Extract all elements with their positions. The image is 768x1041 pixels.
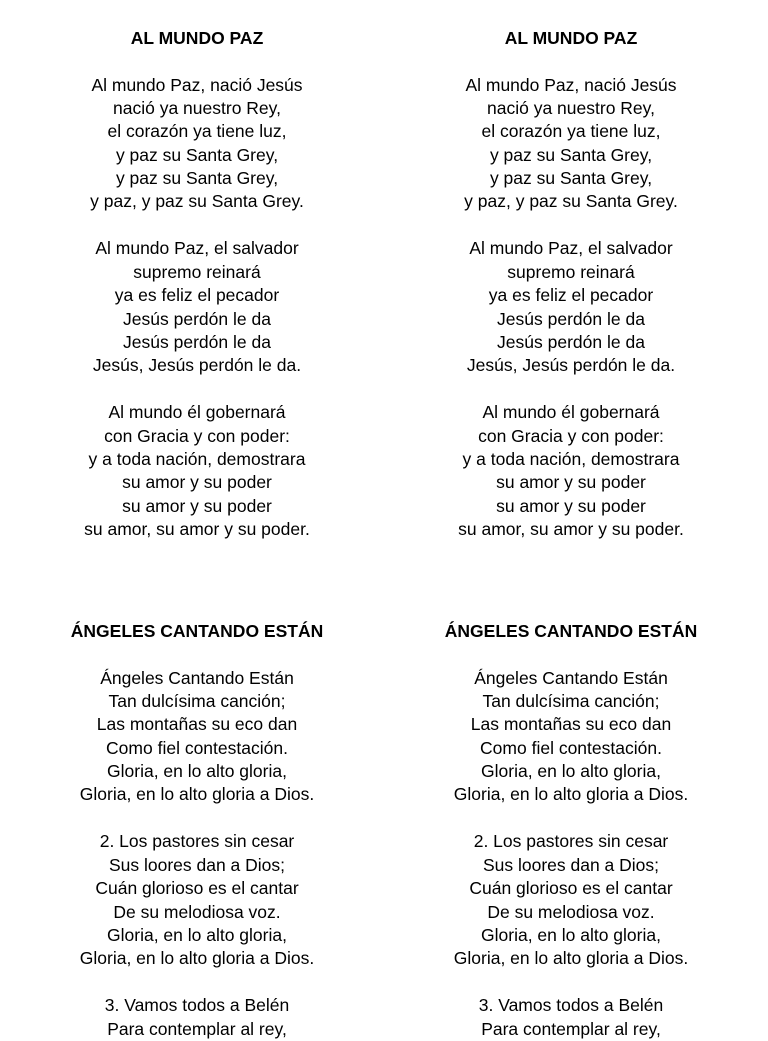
lyric-line: Como fiel contestación. <box>106 737 288 758</box>
lyric-line: ya es feliz el pecador <box>488 285 654 306</box>
verse-2 <box>5 237 389 377</box>
lyric-line: Jesús perdón le da <box>123 308 271 329</box>
left-column <box>5 0 389 1039</box>
lyric-line: su amor y su poder <box>496 495 646 516</box>
lyric-line: ya es feliz el pecador <box>114 285 280 306</box>
lyric-line: Sus loores dan a Dios; <box>482 854 660 875</box>
lyric-line: su amor, su amor y su poder. <box>458 519 684 540</box>
lyric-line: Cuán glorioso es el cantar <box>95 878 299 899</box>
song-angeles-cantando-estan <box>5 620 389 1041</box>
lyric-line: Gloria, en lo alto gloria a Dios. <box>79 784 315 805</box>
verse-2 <box>379 830 763 970</box>
lyric-line: Al mundo Paz, nació Jesús <box>465 74 677 95</box>
verse-3 <box>379 401 763 541</box>
lyric-line: con Gracia y con poder: <box>104 425 290 446</box>
lyric-line: y paz su Santa Grey, <box>115 168 279 189</box>
right-column <box>379 0 763 1039</box>
lyric-line: supremo reinará <box>133 261 261 282</box>
song-al-mundo-paz <box>5 27 389 542</box>
lyric-line: su amor y su poder <box>496 472 646 493</box>
lyric-line: Jesús perdón le da <box>497 331 645 352</box>
lyric-line: y paz, y paz su Santa Grey. <box>464 191 678 212</box>
verse-3 <box>5 401 389 541</box>
lyric-line: y paz su Santa Grey, <box>489 168 653 189</box>
lyric-line: Al mundo él gobernará <box>108 402 286 423</box>
verse-3 <box>379 994 763 1041</box>
song-title: AL MUNDO PAZ <box>130 28 264 48</box>
lyric-line: y a toda nación, demostrara <box>88 448 306 469</box>
lyric-line: De su melodiosa voz. <box>113 901 281 922</box>
lyric-line: Gloria, en lo alto gloria a Dios. <box>453 948 689 969</box>
lyric-line: Para contemplar al rey, <box>481 1018 661 1039</box>
song-al-mundo-paz <box>379 27 763 542</box>
lyric-line: Jesús perdón le da <box>123 331 271 352</box>
lyric-line: Tan dulcísima canción; <box>482 690 660 711</box>
verse-2 <box>379 237 763 377</box>
lyric-line: y paz su Santa Grey, <box>489 144 653 165</box>
lyric-line: Jesús, Jesús perdón le da. <box>466 355 676 376</box>
song-title: AL MUNDO PAZ <box>504 28 638 48</box>
lyric-line: 3. Vamos todos a Belén <box>104 995 290 1016</box>
lyric-line: Las montañas su eco dan <box>470 714 672 735</box>
lyric-line: 2. Los pastores sin cesar <box>99 831 295 852</box>
lyric-line: 2. Los pastores sin cesar <box>473 831 669 852</box>
lyric-line: y a toda nación, demostrara <box>462 448 680 469</box>
lyric-line: Cuán glorioso es el cantar <box>469 878 673 899</box>
lyric-line: Como fiel contestación. <box>480 737 662 758</box>
lyric-line: Tan dulcísima canción; <box>108 690 286 711</box>
lyric-line: Ángeles Cantando Están <box>474 667 668 688</box>
lyric-line: Gloria, en lo alto gloria a Dios. <box>453 784 689 805</box>
lyric-line: Sus loores dan a Dios; <box>108 854 286 875</box>
lyric-line: su amor y su poder <box>122 472 272 493</box>
lyric-line: Ángeles Cantando Están <box>100 667 294 688</box>
lyric-line: su amor, su amor y su poder. <box>84 519 310 540</box>
lyric-line: 3. Vamos todos a Belén <box>478 995 664 1016</box>
lyric-line: Al mundo Paz, el salvador <box>469 238 673 259</box>
lyric-line: Al mundo él gobernará <box>482 402 660 423</box>
lyric-line: Gloria, en lo alto gloria a Dios. <box>79 948 315 969</box>
lyric-line: Gloria, en lo alto gloria, <box>107 924 287 945</box>
verse-1 <box>379 667 763 807</box>
lyric-line: Jesús perdón le da <box>497 308 645 329</box>
verse-1 <box>5 74 389 214</box>
lyric-line: y paz, y paz su Santa Grey. <box>90 191 304 212</box>
lyric-line: nació ya nuestro Rey, <box>113 97 281 118</box>
lyric-line: Gloria, en lo alto gloria, <box>481 924 661 945</box>
lyric-line: con Gracia y con poder: <box>478 425 664 446</box>
verse-1 <box>5 667 389 807</box>
lyric-line: el corazón ya tiene luz, <box>107 121 287 142</box>
lyric-line: nació ya nuestro Rey, <box>487 97 655 118</box>
lyric-line: De su melodiosa voz. <box>487 901 655 922</box>
song-title: ÁNGELES CANTANDO ESTÁN <box>70 621 324 641</box>
lyric-line: Gloria, en lo alto gloria, <box>107 761 287 782</box>
lyric-line: supremo reinará <box>507 261 635 282</box>
song-title: ÁNGELES CANTANDO ESTÁN <box>444 621 698 641</box>
lyric-line: Gloria, en lo alto gloria, <box>481 761 661 782</box>
lyric-line: Las montañas su eco dan <box>96 714 298 735</box>
lyric-line: Para contemplar al rey, <box>107 1018 287 1039</box>
lyric-line: su amor y su poder <box>122 495 272 516</box>
lyric-line: Jesús, Jesús perdón le da. <box>92 355 302 376</box>
song-angeles-cantando-estan <box>379 620 763 1041</box>
verse-2 <box>5 830 389 970</box>
lyric-line: Al mundo Paz, nació Jesús <box>91 74 303 95</box>
lyric-line: Al mundo Paz, el salvador <box>95 238 299 259</box>
lyric-line: y paz su Santa Grey, <box>115 144 279 165</box>
verse-1 <box>379 74 763 214</box>
lyric-line: el corazón ya tiene luz, <box>481 121 661 142</box>
verse-3 <box>5 994 389 1041</box>
